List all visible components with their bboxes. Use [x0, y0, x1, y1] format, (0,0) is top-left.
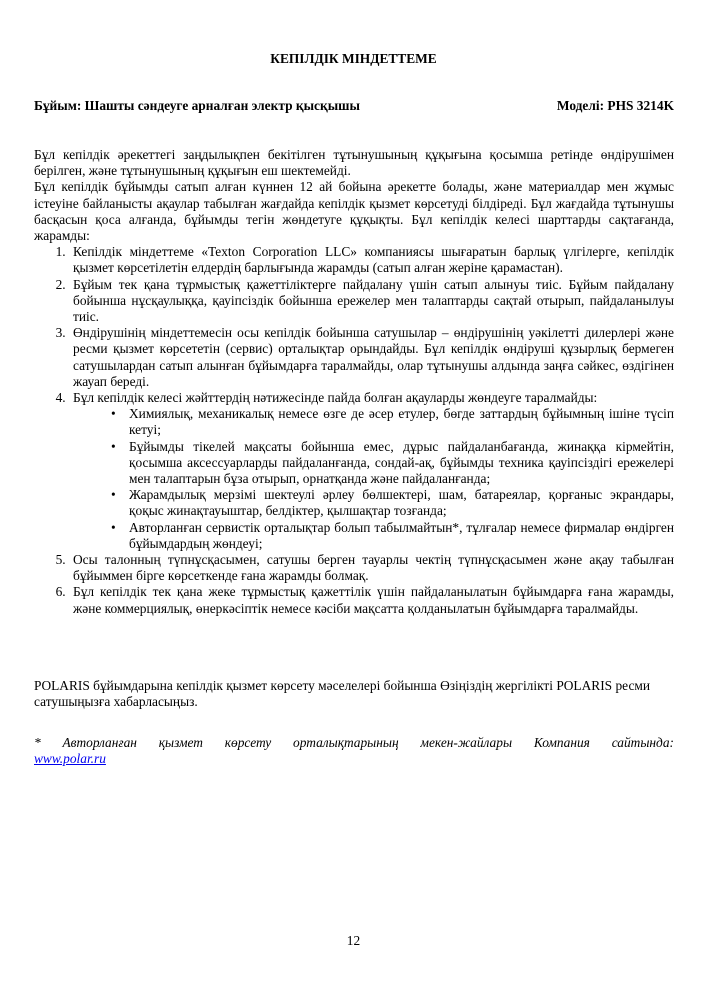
exclusion-text: Химиялық, механикалық немесе өзге де әсер етулер, бөгде заттардың бұйымның ішіне түсіп кетуі;: [129, 406, 674, 438]
dealer-note-text: POLARIS бұйымдарына кепілдік қызмет көрсету мәселелері бойынша Өзіңіздің жергілікті POLARIS ресми сатушыңызға хабарласыңыз.: [34, 678, 651, 710]
bullet-icon: •: [111, 438, 116, 454]
term-text: Бұл кепілдік келесі жәйттердің нәтижесінде пайда болған ақауларды жөндеуге таралмайды:: [73, 390, 598, 406]
term-item: [69, 277, 674, 326]
term-item: [69, 390, 674, 552]
warranty-terms-list: [34, 244, 674, 617]
intro-paragraph: Бұл кепілдік бұйымды сатып алған күннен 12 ай бойына әрекетте болады, және материалдар мен жұмыс істеуіне байланысты ақаулар табылған жағдайда кепілдік қызмет көрсетуді білдіреді. Бұл жағдайда тұтынушы басқасын қоса алғанда, бұйымды тегін жөндетуге құқықты. Бұл кепілдік келесі шарттарды сақтағанда, жарамды:: [34, 179, 674, 244]
term-item: [69, 552, 674, 584]
term-item: [69, 584, 674, 616]
bullet-icon: •: [111, 406, 116, 422]
term-text: Бұл кепілдік тек қана жеке тұрмыстық қажеттілік үшін пайдаланылатын бұйымдарға ғана жарамды, және коммерциялық, өнеркәсіптік немесе кәсіби мақсатта қолданылатын бұйымдарға таралмайды.: [73, 584, 674, 616]
website-link[interactable]: www.polar.ru: [34, 751, 106, 766]
bullet-icon: •: [111, 487, 116, 503]
exclusion-item: [111, 406, 674, 438]
document-title: КЕПІЛДІК МІНДЕТТЕМЕ: [270, 51, 437, 66]
term-item: [69, 244, 674, 276]
term-item: [69, 325, 674, 390]
exclusion-item: [111, 439, 674, 488]
product-info-row: [34, 98, 674, 114]
bullet-icon: •: [111, 519, 116, 535]
intro-paragraph: Бұл кепілдік әрекеттегі заңдылықпен бекітілген тұтынушының құқығына қосымша ретінде өндірушімен берілген, және тұтынушының құқығын еш шектемейді.: [34, 147, 674, 179]
footnote: * Авторланған қызмет көрсету орталықтарының мекен-жайлары Компания сайтында:: [34, 735, 674, 750]
exclusion-text: Жарамдылық мерзімі шектеулі әрлеу бөлшектері, шам, батареялар, қорғаныс экрандары, қоқыс жинақтауыштар, белдіктер, қылшақтар тозғанда;: [129, 487, 674, 519]
model-label: Моделі: PHS 3214K: [556, 98, 674, 113]
product-label: Бұйым: Шашты сәндеуге арналған электр қысқышы: [34, 98, 360, 113]
warranty-body: [34, 147, 674, 617]
exclusion-text: Авторланған сервистік орталықтар болып табылмайтын*, тұлғалар немесе фирмалар өндірген бұйымдардың жөндеуі;: [129, 519, 674, 551]
page-number: 12: [346, 933, 361, 948]
term-text: Өндірушінің міндеттемесін осы кепілдік бойынша сатушылар – өндірушінің уәкілетті дилерлері және ресми қызмет көрсететін (сервис) орталықтар орындайды. Бұл кепілдік өндіруші құзырлық бермеген сатушылардан сатып алынған бұйымдарға таралмайды, олар тұтынушы алдында заңға сәйкес, өздігінен жауап береді.: [73, 325, 674, 389]
exclusion-item: [111, 487, 674, 519]
exclusions-list: [73, 406, 674, 552]
term-text: Бұйым тек қана тұрмыстық қажеттіліктерге пайдалану үшін сатып алынуы тиіс. Бұйым пайдалану бойынша нұсқаулыққа, қауіпсіздік бойынша ережелер мен талаптарды сақтай отырып, пайдаланылуы тиіс.: [73, 276, 674, 325]
dealer-note: [34, 678, 674, 710]
exclusion-text: Бұйымды тікелей мақсаты бойынша емес, дұрыс пайдаланбағанда, жинаққа кірмейтін, қосымша аксессуарларды пайдаланғанда, сондай-ақ, бұйымды техника қауіпсіздігі ережелері мен талаптарын бұза отырып, орнатқанда және пайдаланғанда;: [129, 438, 674, 487]
exclusion-item: [111, 520, 674, 552]
term-text: Осы талонның түпнұсқасымен, сатушы берген тауарлы чектің түпнұсқасымен және ақау табылған бұйыммен бірге көрсеткенде ғана жарамды болмақ.: [73, 552, 674, 584]
term-text: Кепілдік міндеттеме «Texton Corporation LLC» компаниясы шығаратын барлық үлгілерге, кепілдік қызмет көрсетілетін елдердің барлығында жарамды (сатып алған жеріне қарамастан).: [73, 244, 674, 276]
